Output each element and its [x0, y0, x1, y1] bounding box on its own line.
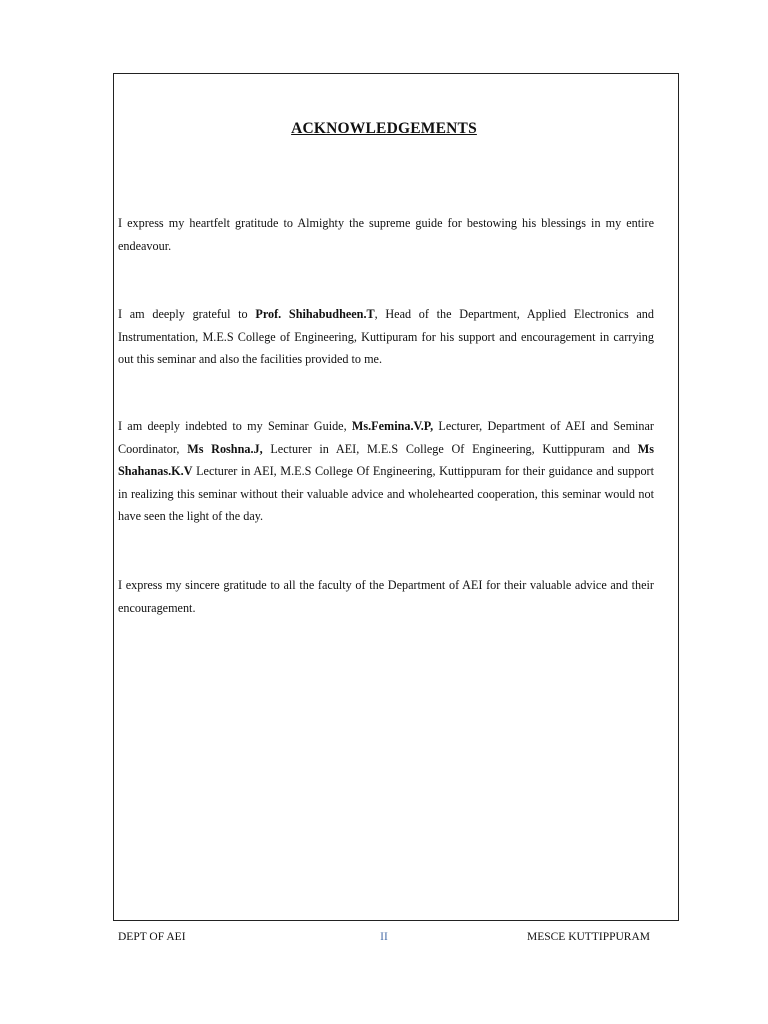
name-lecturer: Ms Shahanas.K.V	[118, 441, 654, 479]
paragraph-head-of-department	[118, 303, 654, 371]
paragraph-text: , Head of the Department, Applied Electronics and Instrumentation, M.E.S College of Engineering, Kuttipuram for his support and encouragement in carrying out this seminar and also the facilities provided to me.	[118, 307, 654, 367]
name-hod: Prof. Shihabudheen.T	[255, 307, 375, 321]
name-seminar-coordinator: Ms Roshna.J,	[187, 441, 263, 456]
footer-department: DEPT OF AEI	[118, 931, 186, 943]
paragraph-gratitude-almighty	[118, 212, 654, 257]
footer-page-number: II	[380, 931, 388, 943]
paragraph-text: I am deeply indebted to my Seminar Guide,	[118, 419, 352, 433]
paragraph-text: Lecturer in AEI, M.E.S College Of Engineering, Kuttippuram for their guidance and support in realizing this seminar without their valuable advice and wholehearted cooperation, this seminar would not have seen the light of the day.	[118, 464, 654, 524]
paragraph-text: Lecturer, Department of AEI and Seminar Coordinator,	[118, 419, 654, 456]
paragraph-text: I express my heartfelt gratitude to Almighty the supreme guide for bestowing his blessings in my entire endeavour.	[118, 216, 654, 253]
paragraph-text: Lecturer in AEI, M.E.S College Of Engineering, Kuttippuram and	[262, 441, 638, 456]
paragraph-seminar-guides	[118, 415, 654, 528]
footer-college: MESCE KUTTIPPURAM	[526, 931, 650, 943]
page-title: ACKNOWLEDGEMENTS	[291, 120, 477, 137]
paragraph-text: I express my sincere gratitude to all the faculty of the Department of AEI for their valuable advice and their encouragement.	[118, 578, 654, 615]
name-seminar-guide: Ms.Femina.V.P,	[351, 419, 434, 433]
paragraph-faculty-gratitude	[118, 574, 654, 619]
paragraph-text: I am deeply grateful to	[118, 307, 256, 321]
